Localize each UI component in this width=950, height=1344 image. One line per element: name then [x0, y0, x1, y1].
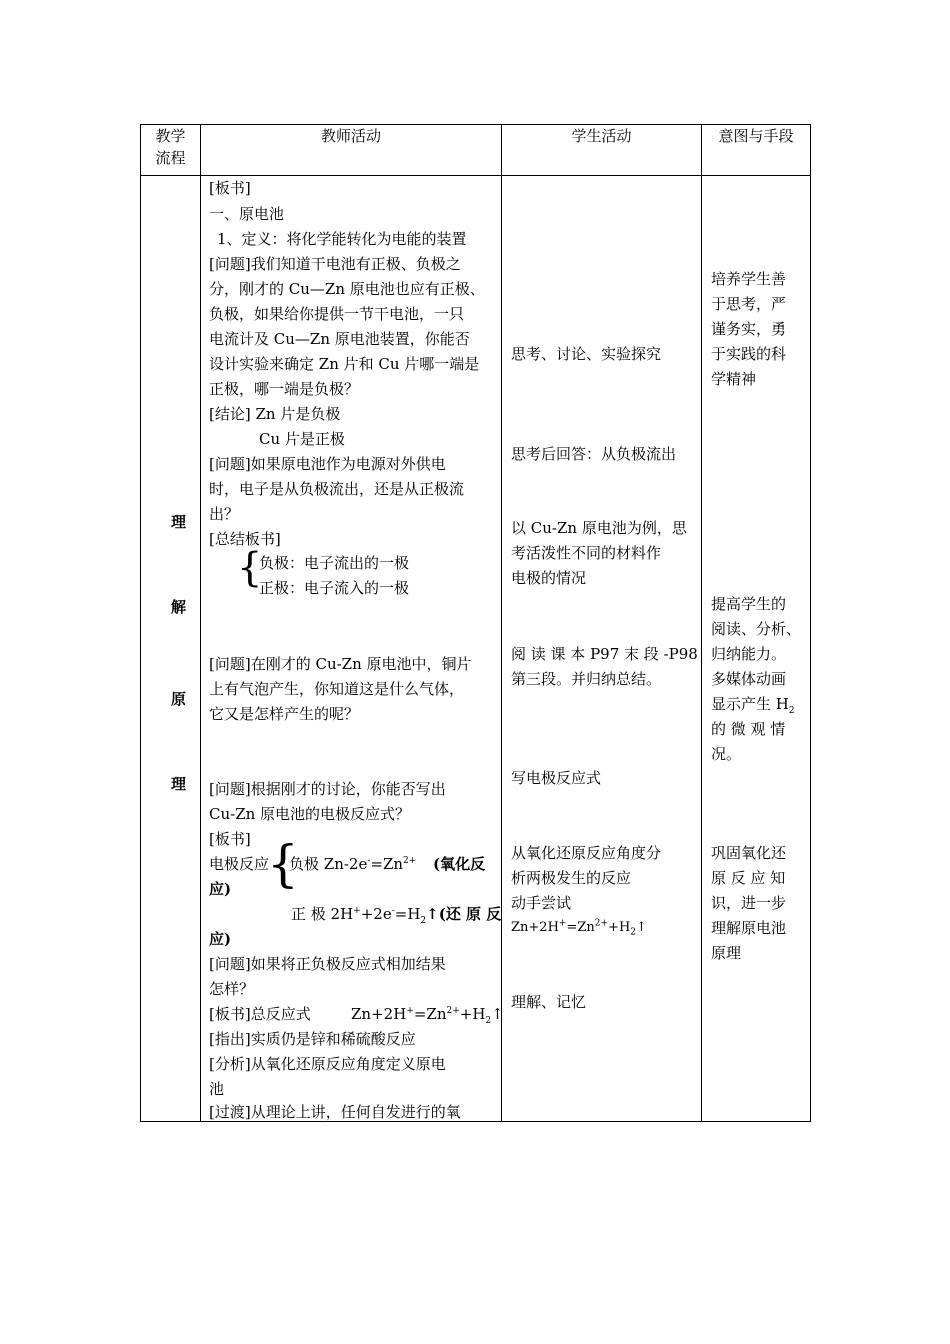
teacher-line: [板书]总反应式: [209, 1005, 311, 1023]
superscript: 2+: [403, 856, 417, 866]
teacher-line: 怎样？: [209, 980, 255, 998]
intent-line: 谨务实，勇: [711, 320, 787, 338]
intent-line: 原 反 应 知: [711, 869, 786, 887]
equation-part: Zn+2H: [511, 920, 559, 935]
teacher-line: 电流计及 Cu—Zn 原电池装置，你能否: [209, 330, 470, 348]
header-row: [141, 125, 811, 176]
brace-icon: {: [267, 835, 299, 893]
equation-part: +2e: [360, 905, 392, 923]
subscript: 2: [420, 916, 427, 926]
intent-line: 巩固氧化还: [711, 844, 787, 862]
header-intent: 意图与手段: [702, 125, 811, 176]
content-row: [141, 176, 811, 1122]
teacher-line: 负极：电子流出的一极: [259, 554, 410, 572]
teacher-line: [板书]: [209, 179, 251, 197]
lesson-plan-table: [140, 124, 811, 1122]
equation-part: =Zn: [413, 1005, 447, 1023]
teacher-line: 上有气泡产生，你知道这是什么气体，: [209, 680, 465, 698]
teacher-line: 出？: [209, 505, 240, 523]
teacher-line: 池: [209, 1080, 225, 1098]
subscript: 2: [485, 1016, 492, 1026]
superscript: +: [558, 918, 567, 929]
intent-cell: [702, 176, 811, 1122]
intent-line: 学精神: [711, 370, 757, 388]
equation-part: =H: [394, 905, 421, 923]
student-line: 考活泼性不同的材料作: [511, 544, 662, 562]
equation-positive: [291, 904, 501, 924]
student-line: 动手尝试: [511, 894, 572, 912]
teacher-line: 应): [209, 880, 232, 898]
teacher-line: [分析]从氧化还原反应角度定义原电: [209, 1055, 446, 1073]
student-line: 理解、记忆: [511, 993, 587, 1011]
equation-negative: [289, 854, 416, 874]
teacher-line: [问题]如果将正负极反应式相加结果: [209, 955, 446, 973]
teacher-line: [指出]实质仍是锌和稀硫酸反应: [209, 1030, 416, 1048]
intent-line: 理解原电池: [711, 919, 787, 937]
stage-char-4: 理: [171, 775, 187, 793]
intent-line: 阅读、分析、: [711, 620, 802, 638]
equation-part: ↑: [636, 920, 647, 935]
student-line: 写电极反应式: [511, 769, 602, 787]
teacher-line: Cu-Zn 原电池的电极反应式？: [209, 805, 411, 823]
superscript: 2+: [446, 1006, 460, 1016]
teacher-line: [问题]如果原电池作为电源对外供电: [209, 455, 446, 473]
student-activity-cell: [502, 176, 702, 1122]
stage-char-2: 解: [171, 598, 187, 616]
header-teacher: 教师活动: [201, 125, 502, 176]
teacher-line: [问题]根据刚才的讨论，你能否写出: [209, 780, 446, 798]
student-equation: [511, 918, 647, 938]
student-line: 从氧化还原反应角度分: [511, 844, 662, 862]
intent-line: 归纳能力。: [711, 645, 787, 663]
student-line: 思考、讨论、实验探究: [511, 345, 662, 363]
intent-line: [711, 694, 795, 714]
brace-icon: {: [237, 545, 263, 591]
teacher-line: 正极：电子流入的一极: [259, 579, 410, 597]
superscript: +: [406, 1006, 414, 1016]
equation-part: Zn+2H: [351, 1005, 407, 1023]
teacher-line: [板书]: [209, 830, 251, 848]
subscript: 2: [788, 706, 795, 716]
equation-part: =Zn: [370, 855, 404, 873]
teacher-line: 正极，哪一端是负极？: [209, 380, 360, 398]
intent-line: 培养学生善: [711, 270, 787, 288]
intent-line: 原理: [711, 944, 742, 962]
teacher-line: [结论] Zn 片是负极: [209, 405, 341, 423]
header-process-line1: 教学: [155, 127, 186, 145]
intent-line: 于实践的科: [711, 345, 787, 363]
student-line: 电极的情况: [511, 569, 587, 587]
stage-char-1: 理: [171, 513, 187, 531]
equation-part: 正 极 2H: [291, 905, 354, 923]
intent-text: 显示产生 H: [711, 695, 789, 713]
superscript: +: [353, 906, 361, 916]
equation-total: [351, 1004, 504, 1024]
intent-line: 于思考，严: [711, 295, 787, 313]
teacher-line: 它又是怎样产生的呢？: [209, 705, 360, 723]
equation-part: =Zn: [566, 920, 595, 935]
intent-line: 况。: [711, 745, 742, 763]
equation-part: +H: [608, 920, 631, 935]
teacher-line: 应): [209, 930, 232, 948]
teacher-line: 时，电子是从负极流出，还是从正极流: [209, 480, 465, 498]
equation-part: +H: [459, 1005, 486, 1023]
student-line: 思考后回答：从负极流出: [511, 445, 677, 463]
teacher-line: 1、定义：将化学能转化为电能的装置: [217, 230, 467, 248]
teacher-line: [问题]在刚才的 Cu-Zn 原电池中，铜片: [209, 655, 472, 673]
equation-part: ↑: [491, 1005, 504, 1023]
intent-line: 识，进一步: [711, 894, 787, 912]
intent-line: 多媒体动画: [711, 670, 787, 688]
teacher-line: [总结板书]: [209, 530, 281, 548]
stage-cell: [141, 176, 201, 1122]
student-line: 以 Cu-Zn 原电池为例，思: [511, 519, 687, 537]
teacher-line: (氧化反: [433, 855, 486, 873]
superscript: -: [367, 856, 371, 866]
teacher-activity-cell: [201, 176, 502, 1122]
teacher-line: [过渡]从理论上讲，任何自发进行的氧: [209, 1103, 461, 1121]
student-line: 析两极发生的反应: [511, 869, 632, 887]
equation-part: ↑(还 原 反: [426, 905, 502, 923]
teacher-line: 负极，如果给你提供一节干电池，一只: [209, 305, 465, 323]
teacher-line: 电极反应: [209, 855, 270, 873]
teacher-line: 一、原电池: [209, 205, 285, 223]
intent-line: 的 微 观 情: [711, 720, 786, 738]
student-line: 阅 读 课 本 P97 末 段 -P98: [511, 645, 698, 663]
teacher-line: Cu 片是正极: [259, 430, 345, 448]
subscript: 2: [630, 927, 637, 938]
header-process: [141, 125, 201, 176]
teacher-line: 设计实验来确定 Zn 片和 Cu 片哪一端是: [209, 355, 480, 373]
teacher-line: [问题]我们知道干电池有正极、负极之: [209, 255, 461, 273]
superscript: 2+: [594, 918, 609, 929]
header-process-line2: 流程: [155, 149, 186, 167]
teacher-line: 分，刚才的 Cu—Zn 原电池也应有正极、: [209, 280, 485, 298]
stage-char-3: 原: [171, 690, 187, 708]
student-line: 第三段。并归纳总结。: [511, 670, 662, 688]
header-student: 学生活动: [502, 125, 702, 176]
intent-line: 提高学生的: [711, 595, 787, 613]
equation-part: 负极 Zn-2e: [289, 855, 368, 873]
superscript: -: [391, 906, 395, 916]
